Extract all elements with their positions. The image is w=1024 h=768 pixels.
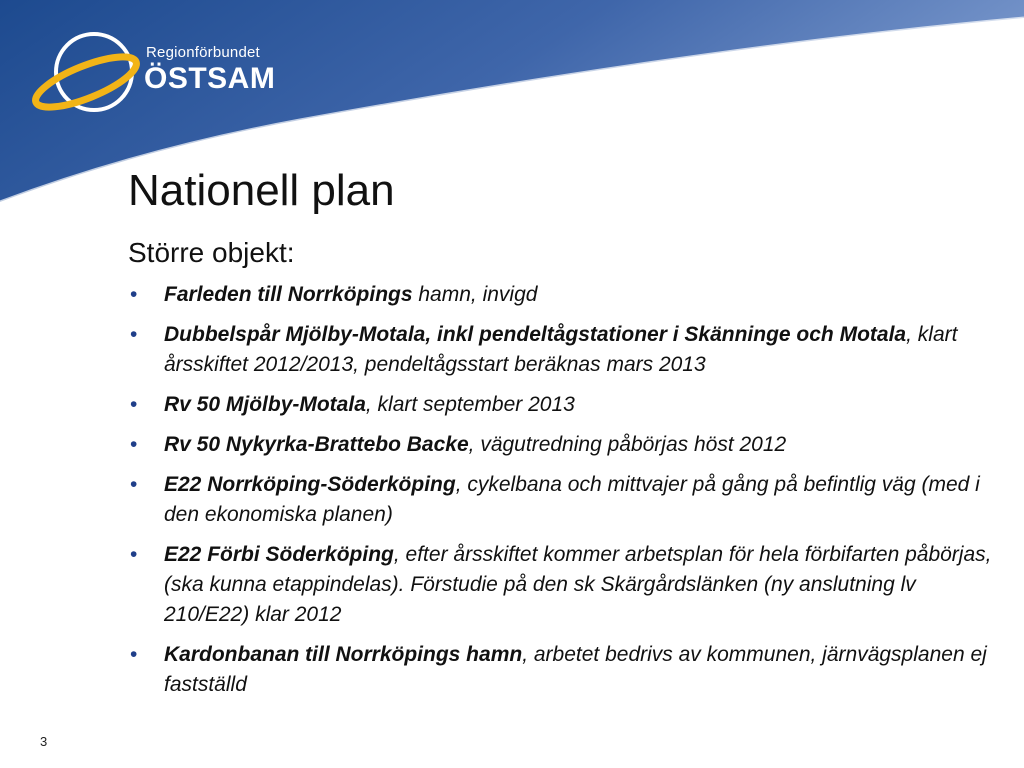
bullet-bold-text: Rv 50 Nykyrka-Brattebo Backe (164, 433, 469, 456)
bullet-list (128, 280, 998, 710)
slide-subtitle: Större objekt: (128, 237, 295, 268)
bullet-item (128, 540, 998, 630)
bullet-bold-text: Kardonbanan till Norrköpings hamn (164, 643, 523, 666)
bullet-item (128, 320, 998, 380)
bullet-item (128, 430, 998, 460)
bullet-rest-text: , cykelbana och mittvajer på gång på befintlig väg (med i den ekonomiska planen) (164, 473, 980, 526)
bullet-dot-icon: • (130, 283, 138, 306)
logo-ring-icon (28, 26, 148, 126)
bullet-dot-icon: • (130, 323, 138, 346)
bullet-rest-text: hamn, invigd (412, 283, 538, 306)
bullet-rest-text: , klart årsskiftet 2012/2013, pendeltågsstart beräknas mars 2013 (164, 323, 958, 376)
bullet-item (128, 280, 998, 310)
bullet-bold-text: Farleden till Norrköpings (164, 283, 413, 306)
bullet-dot-icon: • (130, 393, 138, 416)
bullet-rest-text: , vägutredning påbörjas höst 2012 (468, 433, 787, 456)
bullet-dot-icon: • (130, 433, 138, 456)
bullet-rest-text: , klart september 2013 (365, 393, 575, 416)
bullet-rest-text: , arbetet bedrivs av kommunen, järnvägsplanen ej fastställd (164, 643, 987, 696)
bullet-rest-text: , efter årsskiftet kommer arbetsplan för hela förbifarten påbörjas, (ska kunna etappindelas). Förstudie på den sk Skärgårdslänken (ny anslutning lv 210/E22) klar 2012 (164, 543, 992, 626)
page-number: 3 (40, 734, 48, 749)
bullet-item (128, 390, 998, 420)
bullet-item (128, 640, 998, 700)
logo-text-ostsam: ÖSTSAM (144, 62, 276, 95)
bullet-bold-text: E22 Förbi Söderköping (164, 543, 394, 566)
bullet-dot-icon: • (130, 473, 138, 496)
bullet-bold-text: Dubbelspår Mjölby-Motala, inkl pendeltågstationer i Skänninge och Motala (164, 323, 907, 346)
bullet-bold-text: Rv 50 Mjölby-Motala (164, 393, 366, 416)
logo-text-region: Regionförbundet (146, 44, 260, 61)
bullet-bold-text: E22 Norrköping-Söderköping (164, 473, 456, 496)
bullet-dot-icon: • (130, 543, 138, 566)
slide-title: Nationell plan (128, 166, 395, 215)
bullet-dot-icon: • (130, 643, 138, 666)
bullet-item (128, 470, 998, 530)
